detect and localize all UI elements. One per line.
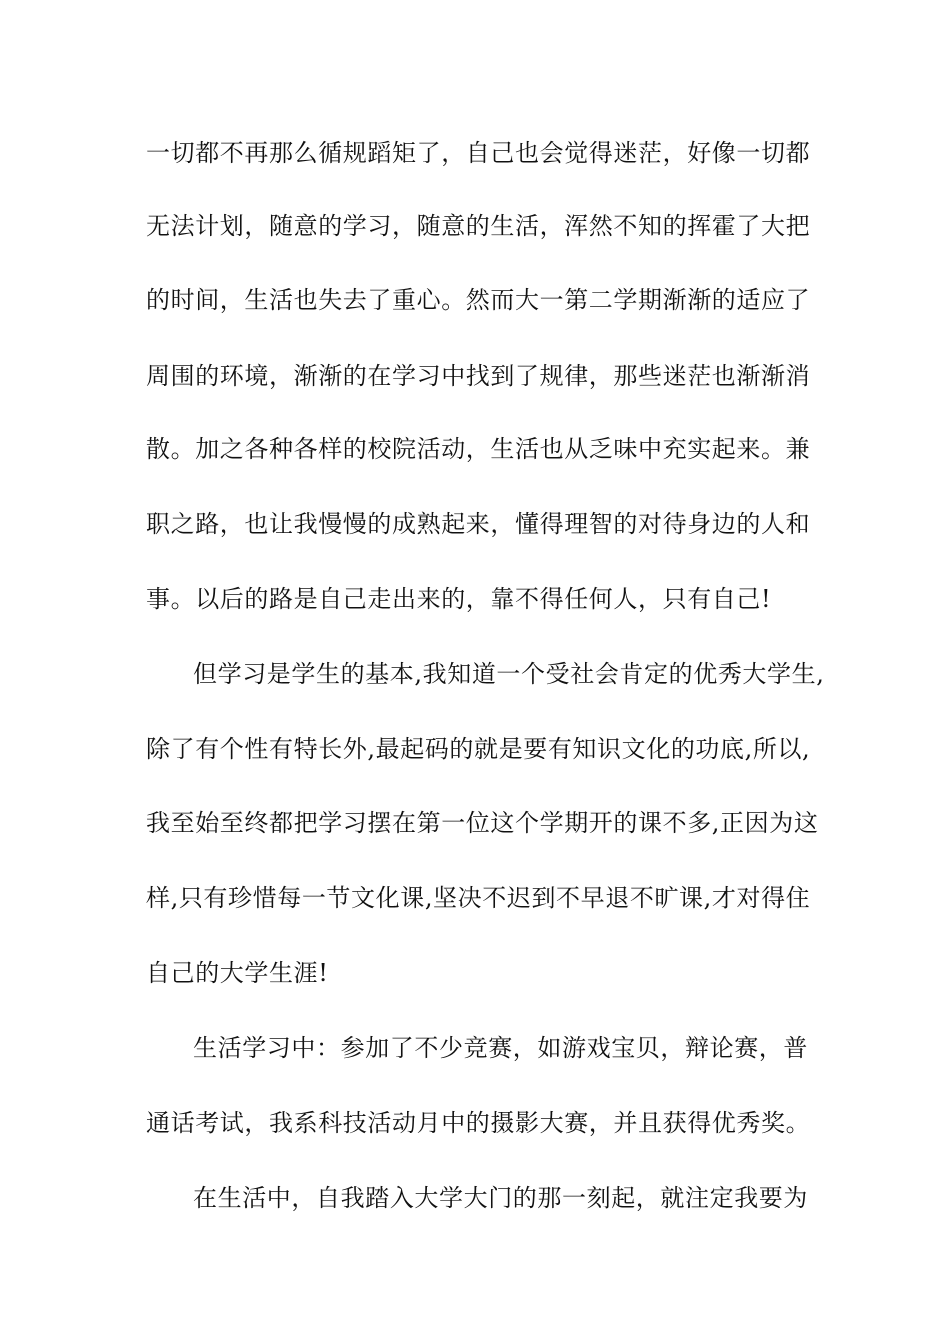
text-line: 我至始至终都把学习摆在第一位这个学期开的课不多,正因为这 [146, 809, 819, 837]
text-line: 无法计划，随意的学习，随意的生活，浑然不知的挥霍了大把 [146, 212, 811, 240]
text-line: 周围的环境，渐渐的在学习中找到了规律，那些迷茫也渐渐消 [146, 362, 811, 390]
text-line: 除了有个性有特长外,最起码的就是要有知识文化的功底,所以, [146, 735, 811, 763]
text-line: 职之路，也让我慢慢的成熟起来，懂得理智的对待身边的人和 [146, 510, 811, 538]
text-line: 事。以后的路是自己走出来的，靠不得任何人，只有自己! [146, 585, 772, 613]
paragraph-first-line: 在生活中，自我踏入大学大门的那一刻起，就注定我要为 [193, 1184, 808, 1212]
text-line: 散。加之各种各样的校院活动，生活也从乏味中充实起来。兼 [146, 435, 811, 463]
text-line: 一切都不再那么循规蹈矩了，自己也会觉得迷茫，好像一切都 [146, 139, 811, 167]
text-line: 的时间，生活也失去了重心。然而大一第二学期渐渐的适应了 [146, 286, 811, 314]
paragraph-first-line: 生活学习中：参加了不少竞赛，如游戏宝贝，辩论赛，普 [193, 1034, 808, 1062]
paragraph-first-line: 但学习是学生的基本,我知道一个受社会肯定的优秀大学生, [193, 660, 825, 688]
text-line: 样,只有珍惜每一节文化课,坚决不迟到不早退不旷课,才对得住 [146, 884, 811, 912]
text-line: 通话考试，我系科技活动月中的摄影大赛，并且获得优秀奖。 [146, 1109, 811, 1137]
text-line: 自己的大学生涯! [146, 959, 329, 987]
